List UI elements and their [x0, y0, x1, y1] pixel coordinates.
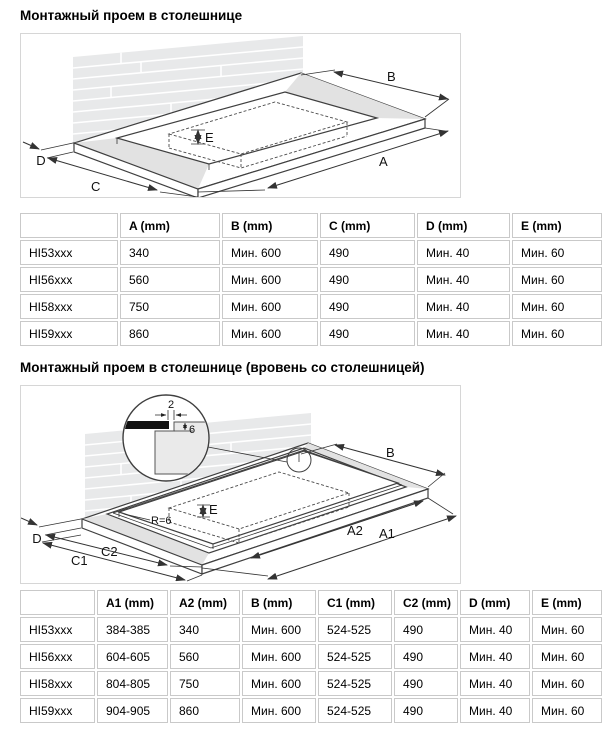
value-cell: 560 [120, 267, 220, 292]
column-header: D (mm) [417, 213, 510, 238]
dimension-d [23, 142, 46, 168]
section-title: Монтажный проем в столешнице [20, 8, 243, 23]
value-cell: 490 [320, 267, 415, 292]
value-cell: 560 [170, 644, 240, 669]
column-header: A2 (mm) [170, 590, 240, 615]
model-cell: HI58xxx [20, 294, 118, 319]
dim-label-a: A [379, 154, 388, 169]
cutout-diagram-svg [21, 34, 460, 197]
radius-label: R=6 [151, 515, 172, 527]
detail-depth-label: 6 [189, 424, 196, 436]
model-cell: HI59xxx [20, 698, 95, 723]
value-cell: 490 [320, 240, 415, 265]
value-cell: 524-525 [318, 644, 392, 669]
value-cell: Мин. 40 [417, 240, 510, 265]
value-cell: Мин. 40 [417, 321, 510, 346]
cutout-diagram [20, 33, 461, 198]
column-header: A (mm) [120, 213, 220, 238]
dim-label-b: B [387, 69, 396, 84]
column-header: C2 (mm) [394, 590, 458, 615]
column-header: E (mm) [532, 590, 602, 615]
value-cell: 490 [394, 644, 458, 669]
value-cell: 490 [320, 294, 415, 319]
model-cell: HI58xxx [20, 671, 95, 696]
dim-label-c1: C1 [71, 553, 88, 568]
value-cell: 604-605 [97, 644, 168, 669]
column-header [20, 590, 95, 615]
value-cell: 524-525 [318, 698, 392, 723]
table-row [20, 671, 602, 696]
value-cell: Мин. 600 [242, 671, 316, 696]
value-cell: Мин. 60 [532, 644, 602, 669]
value-cell: Мин. 40 [460, 617, 530, 642]
dim-label-c: C [91, 179, 101, 194]
column-header: D (mm) [460, 590, 530, 615]
column-header: B (mm) [222, 213, 318, 238]
dim-label-a1: A1 [379, 526, 395, 541]
table-row [20, 321, 602, 346]
model-cell: HI53xxx [20, 240, 118, 265]
section-flush-cutout [18, 360, 613, 725]
dim-label-d: D [32, 531, 42, 546]
value-cell: 750 [120, 294, 220, 319]
table-row [20, 698, 602, 723]
value-cell: 340 [170, 617, 240, 642]
value-cell: 340 [120, 240, 220, 265]
value-cell: 384-385 [97, 617, 168, 642]
value-cell: 860 [120, 321, 220, 346]
model-cell: HI59xxx [20, 321, 118, 346]
flush-cutout-diagram-svg [21, 386, 460, 583]
value-cell: Мин. 40 [417, 294, 510, 319]
value-cell: Мин. 60 [512, 294, 602, 319]
value-cell: Мин. 600 [242, 644, 316, 669]
value-cell: 804-805 [97, 671, 168, 696]
dim-label-d: D [36, 153, 46, 168]
value-cell: 860 [170, 698, 240, 723]
column-header: E (mm) [512, 213, 602, 238]
value-cell: Мин. 40 [460, 644, 530, 669]
model-cell: HI56xxx [20, 267, 118, 292]
value-cell: 524-525 [318, 671, 392, 696]
cutout-dimensions-table [18, 211, 604, 348]
value-cell: 490 [394, 671, 458, 696]
column-header: A1 (mm) [97, 590, 168, 615]
dim-label-e: E [209, 502, 218, 517]
value-cell: 490 [394, 698, 458, 723]
table-header-row [20, 590, 602, 615]
table-row [20, 240, 602, 265]
hob-glass-section [121, 421, 169, 429]
flush-cutout-dimensions-table [18, 588, 604, 725]
value-cell: Мин. 600 [222, 294, 318, 319]
dim-label-c2: C2 [101, 544, 118, 559]
flush-cutout-diagram [20, 385, 461, 584]
dim-label-b: B [386, 445, 395, 460]
dim-label-a2: A2 [347, 523, 363, 538]
table-row [20, 617, 602, 642]
detail-gap-label: 2 [167, 399, 175, 411]
value-cell: 490 [320, 321, 415, 346]
value-cell: Мин. 60 [532, 617, 602, 642]
value-cell: Мин. 40 [417, 267, 510, 292]
value-cell: Мин. 600 [242, 617, 316, 642]
section-cutout [18, 8, 613, 348]
table-row [20, 644, 602, 669]
model-cell: HI56xxx [20, 644, 95, 669]
value-cell: Мин. 60 [512, 321, 602, 346]
value-cell: Мин. 600 [242, 698, 316, 723]
column-header: C1 (mm) [318, 590, 392, 615]
table-header-row [20, 213, 602, 238]
value-cell: Мин. 60 [512, 240, 602, 265]
model-cell: HI53xxx [20, 617, 95, 642]
value-cell: 904-905 [97, 698, 168, 723]
value-cell: 490 [394, 617, 458, 642]
value-cell: Мин. 60 [532, 671, 602, 696]
value-cell: Мин. 600 [222, 267, 318, 292]
column-header [20, 213, 118, 238]
value-cell: Мин. 600 [222, 321, 318, 346]
section-title-flush: Монтажный проем в столешнице (вровень со столешницей) [20, 360, 425, 375]
value-cell: Мин. 60 [512, 267, 602, 292]
value-cell: Мин. 60 [532, 698, 602, 723]
value-cell: 750 [170, 671, 240, 696]
value-cell: 524-525 [318, 617, 392, 642]
column-header: C (mm) [320, 213, 415, 238]
column-header: B (mm) [242, 590, 316, 615]
table-row [20, 294, 602, 319]
value-cell: Мин. 40 [460, 698, 530, 723]
value-cell: Мин. 600 [222, 240, 318, 265]
dim-label-e: E [205, 130, 214, 145]
table-row [20, 267, 602, 292]
value-cell: Мин. 40 [460, 671, 530, 696]
